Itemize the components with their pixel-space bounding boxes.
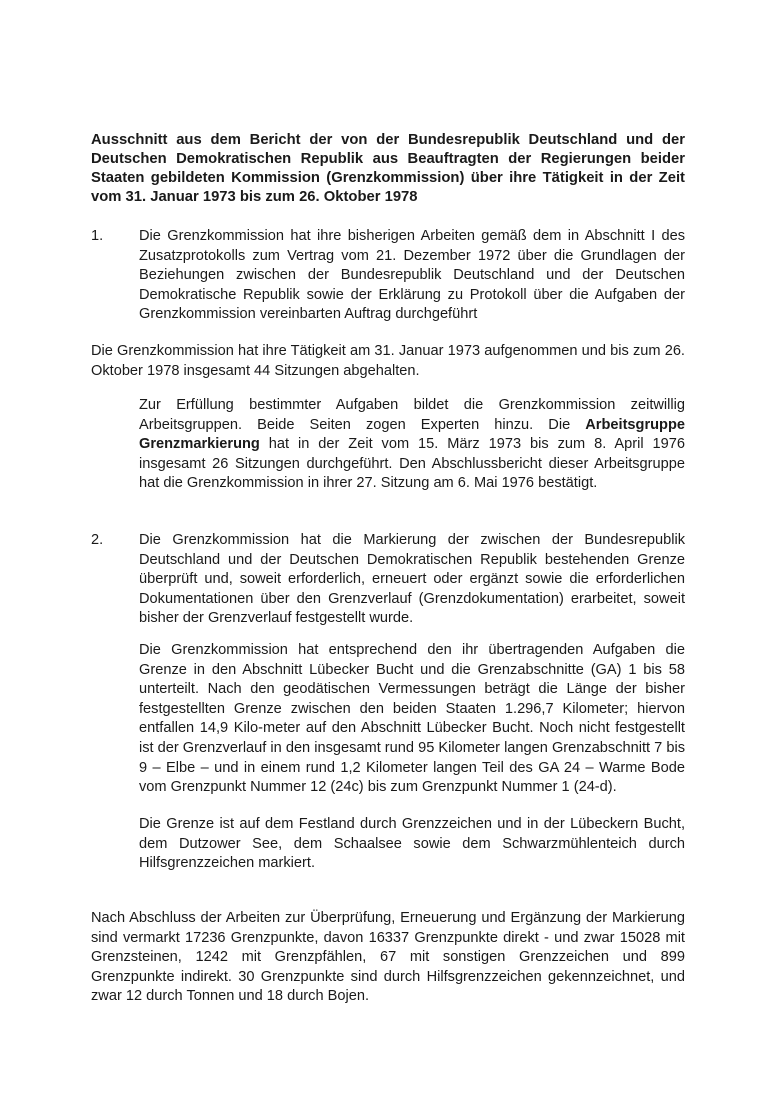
workgroups-text-start: Zur Erfüllung bestimmter Aufgaben bildet die Grenzkommission zeitwillig Arbeitsgruppen. Beide Seiten zogen Experten hinzu. Die [139, 397, 685, 433]
section-1-number: 1. [91, 228, 104, 244]
paragraph-workgroups [139, 396, 685, 494]
document-heading: Ausschnitt aus dem Bericht der von der Bundesrepublik Deutschland und der Deutschen Demokratischen Republik aus Beauftragten der Regierungen beider Staaten gebildeten Kommission (Grenzkommission) über ihre Tätigkeit in der Zeit vom 31. Januar 1973 bis zum 26. Oktober 1978 [91, 132, 685, 205]
workgroups-text-end: hat in der Zeit vom 15. März 1973 bis zum 8. April 1976 insgesamt 26 Sitzungen durchgeführt. Den Abschlussbericht dieser Arbeitsgruppe hat die Grenzkommission in ihrer 27. Sitzung am 6. Mai 1976 bestätigt. [139, 436, 685, 492]
section-1 [91, 227, 685, 325]
paragraph-border-points: Nach Abschluss der Arbeiten zur Überprüfung, Erneuerung und Ergänzung der Markierung sind vermarkt 17236 Grenzpunkte, davon 16337 Grenzpunkte direkt - und zwar 15028 mit Grenzsteinen, 1242 mit Grenzpfählen, 67 mit sonstigen Grenzzeichen und 899 Grenzpunkte indirekt. 30 Grenzpunkte sind durch Hilfsgrenzzeichen gekennzeichnet, und zwar 12 durch Tonnen und 18 durch Bojen. [91, 910, 685, 1005]
section-2-text: Die Grenzkommission hat die Markierung der zwischen der Bundesrepublik Deutschland und der Deutschen Demokratischen Republik bestehenden Grenze überprüft und, soweit erforderlich, erneuert oder ergänzt sowie die erforderlichen Dokumentationen über den Grenzverlauf (Grenzdokumentation) erarbeitet, soweit bisher der Grenzverlauf festgestellt wurde. [139, 532, 685, 627]
workgroup-name-bold: Arbeitsgruppe Grenzmarkierung [139, 416, 685, 453]
paragraph-border-marking: Die Grenze ist auf dem Festland durch Grenzzeichen und in der Lübeckern Bucht, dem Dutzower See, dem Schaalsee sowie dem Schwarzmühlenteich durch Hilfsgrenzzeichen markiert. [139, 816, 685, 872]
paragraph-border-sections: Die Grenzkommission hat entsprechend den ihr übertragenden Aufgaben die Grenze in den Abschnitt Lübecker Bucht und die Grenzabschnitte (GA) 1 bis 58 unterteilt. Nach den geodätischen Vermessungen beträgt die Länge der bisher festgestellten Grenze zwischen den beiden Staaten 1.296,7 Kilometer; hiervon entfallen 14,9 Kilo-meter auf den Abschnitt Lübecker Bucht. Noch nicht festgestellt ist der Grenzverlauf in den insgesamt rund 95 Kilometer langen Grenzabschnitt 7 bis 9 – Elbe – und in einem rund 1,2 Kilometer langen Teil des GA 24 – Warme Bode vom Grenzpunkt Nummer 12 (24c) bis zum Grenzpunkt Nummer 1 (24-d). [139, 642, 685, 796]
section-2-number: 2. [91, 532, 104, 548]
section-2 [91, 531, 685, 629]
section-1-text: Die Grenzkommission hat ihre bisherigen Arbeiten gemäß dem in Abschnitt I des Zusatzprotokolls zum Vertrag vom 21. Dezember 1972 über die Grundlagen der Beziehungen zwischen der Bundesrepublik Deutschland und der Deutschen Demokratische Republik sowie der Erklärung zu Protokoll über die Aufgaben der Grenzkommission vereinbarten Auftrag durchgeführt [139, 228, 685, 323]
paragraph-sessions: Die Grenzkommission hat ihre Tätigkeit am 31. Januar 1973 aufgenommen und bis zum 26. Oktober 1978 insgesamt 44 Sitzungen abgehalten. [91, 343, 685, 379]
